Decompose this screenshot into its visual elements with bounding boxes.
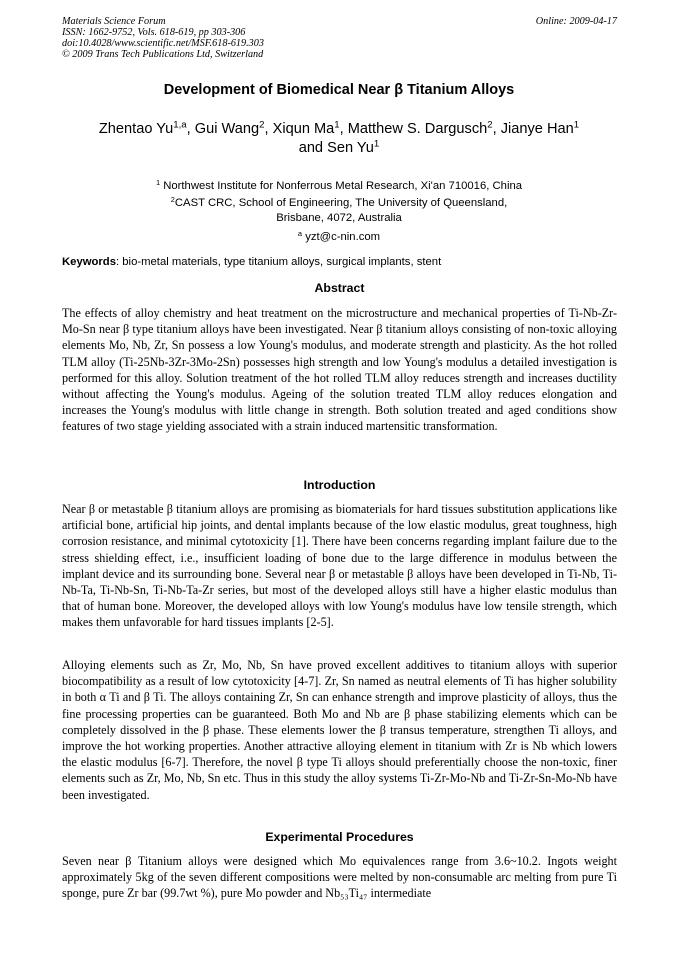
affiliation-text-line1: CAST CRC, School of Engineering, The University of Queensland, <box>174 197 508 209</box>
author-affiliation-mark: 1 <box>334 119 340 131</box>
author-name: Jianye Han <box>500 121 574 137</box>
journal-name: Materials Science Forum <box>62 16 166 27</box>
affiliation-mark: 1 <box>155 177 161 187</box>
author-name: and Sen Yu <box>298 140 374 156</box>
author-separator: , <box>339 121 348 137</box>
author-affiliation-mark: 1 <box>373 138 380 150</box>
author-separator: , <box>492 121 501 137</box>
abstract-paragraph: The effects of alloy chemistry and heat treatment on the microstructure and mechanical properties of Ti-Nb-Zr-Mo-Sn near β type titanium alloys have been investigated. Near β titanium alloys consisting of non-toxic alloying elements Mo, Nb, Zr, Sn possess a low Young's modulus, and moderate strength and plasticity. As the hot rolled TLM alloy (Ti-25Nb-3Zr-3Mo-2Sn) possesses high strength and low Young's modulus a detailed investigation is performed for this alloy. Solution treatment of the hot rolled TLM alloy reduces strength and increases ductility without affecting the Young's modulus. Ageing of the solution treated TLM alloy reduces elongation and increases the Young's modulus with little change in strength. Both solution treated and aged conditions show features of two stage yielding associated with a strain induced martensitic transformation. <box>62 306 617 434</box>
author <box>299 140 380 156</box>
author-affiliation-mark: 2 <box>487 119 493 131</box>
author <box>273 121 348 137</box>
introduction-heading: Introduction <box>303 478 376 492</box>
author <box>195 121 273 137</box>
paper-title: Development of Biomedical Near β Titanium Alloys <box>163 82 515 98</box>
author <box>348 121 501 137</box>
keywords <box>62 255 618 270</box>
journal-copyright: © 2009 Trans Tech Publications Ltd, Switzerland <box>62 49 264 60</box>
author <box>99 121 195 137</box>
online-date: Online: 2009-04-17 <box>535 16 617 27</box>
experimental-paragraph-1: Seven near β Titanium alloys were designed which Mo equivalences range from 3.6~10.2. Ingots weight approximately 5kg of the seven different compositions were melted by non-consumable arc melting from pure Ti sponge, pure Zr bar (99.7wt %), pure Mo powder and Nb₅₃Ti₄₇ intermediate <box>62 854 617 901</box>
affiliation-text-line2: Brisbane, 4072, Australia <box>276 212 402 224</box>
author-list <box>60 120 618 158</box>
keywords-text: : bio-metal materials, type titanium alloys, surgical implants, stent <box>116 256 442 268</box>
experimental-heading: Experimental Procedures <box>265 830 414 844</box>
abstract-heading: Abstract <box>314 281 365 295</box>
author <box>501 121 579 137</box>
email-address: yzt@c-nin.com <box>305 231 381 243</box>
author-separator: , <box>264 121 273 137</box>
corresponding-email <box>60 230 618 245</box>
author-affiliation-mark: 1,a <box>173 119 187 131</box>
introduction-paragraph-1: Near β or metastable β titanium alloys are promising as biomaterials for hard tissues substitution applications like artificial bone, artificial hip joints, and dental implants because of the low elastic modulus, great toughness, high corrosion resistance, and minimal cytotoxicity [1]. There have been concerns regarding implant failure due to the stress shielding effect, i.e., insufficient loading of bone due to the large difference in modulus between the implant device and its surrounding bone. Several near β or metastable β alloys have been developed in Ti-Nb, Ti-Nb-Ta, Ti-Nb-Sn, Ti-Nb-Ta-Zr series, but most of the developed alloys still have a higher elastic modulus than that of human bone. Moreover, the developed alloys with low Young's modulus have low tensile strength, which makes them unfavorable for hard tissues implants [2-5]. <box>62 502 617 630</box>
author-name: Xiqun Ma <box>272 121 335 137</box>
affiliation-1 <box>60 179 618 194</box>
affiliation-text: Northwest Institute for Nonferrous Metal Research, Xi'an 710016, China <box>163 180 523 192</box>
email-mark: a <box>297 228 303 238</box>
affiliation-2 <box>60 196 618 226</box>
author-name: Gui Wang <box>194 121 260 137</box>
journal-header <box>62 16 264 60</box>
author-name: Matthew S. Dargusch <box>347 121 488 137</box>
keywords-label: Keywords <box>62 256 116 268</box>
affiliation-mark: 2 <box>170 194 175 204</box>
introduction-paragraph-2: Alloying elements such as Zr, Mo, Nb, Sn have proved excellent additives to titanium alloys with superior biocompatibility as a result of low cytotoxicity [4-7]. Zr, Sn named as neutral elements of Ti has higher solubility in both α Ti and β Ti. The alloys containing Zr, Sn can enhance strength and improve plasticity of alloys, thus the fine processing properties can be guaranteed. Both Mo and Nb are β phase stabilizing elements which can be completely dissolved in the β phase. These elements lower the β transus temperature, strengthen Ti alloys, and improve the hot working properties. Another attractive alloying element in titanium with Zr is Nb which lowers the elastic modulus [6-7]. Therefore, the novel β type Ti alloys should preferentially choose the non-toxic, finer elements such as Zr, Mo, Nb, Sn etc. Thus in this study the alloy systems Ti-Zr-Mo-Nb and Ti-Zr-Sn-Mo-Nb have been investigated. <box>62 658 617 802</box>
author-separator: , <box>186 121 195 137</box>
journal-doi: doi:10.4028/www.scientific.net/MSF.618-619.303 <box>62 38 264 49</box>
author-affiliation-mark: 1 <box>573 119 580 131</box>
journal-issn: ISSN: 1662-9752, Vols. 618-619, pp 303-306 <box>62 27 246 38</box>
author-name: Zhentao Yu <box>98 121 174 137</box>
author-affiliation-mark: 2 <box>259 119 265 131</box>
